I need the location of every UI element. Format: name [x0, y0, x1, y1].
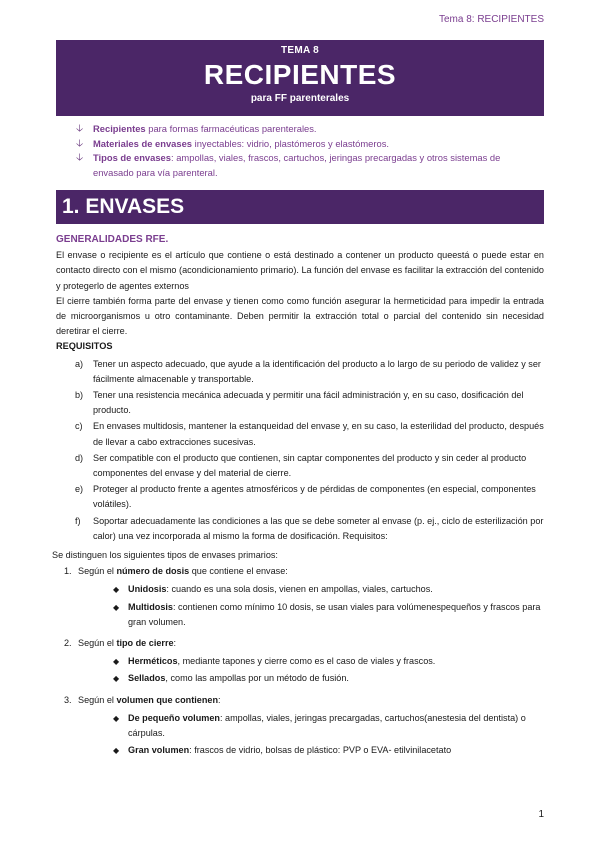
down-arrow-bullet-icon: 🡣 [76, 152, 84, 163]
list-item [56, 419, 544, 449]
requisitos-heading: REQUISITOS [56, 341, 113, 352]
item-keyword: Herméticos [128, 656, 178, 667]
down-arrow-bullet-icon: 🡣 [76, 123, 84, 134]
topic-text: para formas farmacéuticas parenterales. [145, 123, 317, 134]
topic-text: inyectables: vidrio, plastómeros y elastómeros. [192, 137, 389, 149]
list-item [56, 514, 544, 544]
sub-list [78, 654, 544, 686]
list-text: En envases multidosis, mantener la estanqueidad del envase y, en su caso, la esterilidad del producto, después de llevar a cabo extracciones sucesivas. [93, 421, 544, 447]
topic-item [76, 137, 536, 152]
group-keyword: número de dosis [116, 566, 190, 577]
list-marker: 1. [64, 566, 72, 577]
diamond-bullet-icon: ◆ [113, 602, 120, 612]
topic-text: : ampollas, viales, frascos, cartuchos, jeringas precargadas y otros sistemas de envasado para vía parenteral. [93, 152, 501, 178]
topic-item [76, 151, 536, 180]
topic-keyword: Materiales de envases [93, 137, 193, 149]
running-header: Tema 8: RECIPIENTES [438, 14, 544, 25]
subsection-heading: GENERALIDADES RFE. [56, 234, 169, 245]
list-text: Proteger al producto frente a agentes atmosféricos y de pérdidas de componentes (en especial, componentes volátiles). [93, 484, 536, 510]
item-keyword: Multidosis [128, 601, 173, 612]
page-subtitle: para FF parenterales [250, 93, 350, 104]
item-keyword: De pequeño volumen [128, 712, 220, 723]
item-keyword: Gran volumen [128, 745, 190, 756]
list-item [56, 388, 544, 418]
list-marker: a) [75, 358, 84, 369]
list-item [56, 451, 544, 481]
item-text: : frascos de vidrio, bolsas de plástico: PVP o EVA- etilvinilacetato [189, 745, 452, 756]
diamond-bullet-icon: ◆ [113, 713, 120, 723]
sub-list-item [78, 743, 544, 758]
sub-list-item [78, 582, 544, 597]
sub-list-item [78, 654, 544, 669]
title-banner [56, 40, 544, 116]
list-marker: e) [75, 484, 84, 495]
diamond-bullet-icon: ◆ [113, 674, 120, 684]
group-text: : [218, 694, 221, 705]
list-text: Ser compatible con el producto que contienen, sin captar componentes del producto y sin ceder al producto componentes del envase y del material de cierre. [93, 452, 527, 479]
item-keyword: Sellados [128, 673, 166, 684]
list-text: Tener un aspecto adecuado, que ayude a la identificación del producto a lo largo de su periodo de validez y ser fácilmente almacenable y transportable. [93, 358, 541, 384]
list-marker: b) [75, 390, 84, 401]
tipo-group [56, 636, 544, 687]
paragraph: El envase o recipiente es el artículo que contiene o está destinado a contener un producto queestá o puede estar en contacto directo con el mismo (acondicionamiento primario). La función del envase es facilitar la extracción del contenido y protegerlo de agentes externos [56, 250, 544, 291]
down-arrow-bullet-icon: 🡣 [76, 137, 84, 149]
diamond-bullet-icon: ◆ [113, 585, 120, 595]
item-text: , mediante tapones y cierre como es el caso de viales y frascos. [177, 656, 436, 667]
diamond-bullet-icon: ◆ [113, 657, 120, 667]
group-keyword: volumen que contienen [116, 694, 218, 705]
sub-list [78, 582, 544, 630]
list-item [56, 357, 544, 387]
sub-list-item [78, 600, 544, 630]
page-number: 1 [538, 809, 544, 820]
requisitos-list [56, 357, 544, 544]
tipo-group [56, 693, 544, 759]
list-item [56, 482, 544, 512]
list-marker: 3. [64, 694, 72, 705]
section-header [56, 190, 544, 224]
list-marker: c) [75, 421, 83, 432]
item-text: : cuando es una sola dosis, vienen en ampollas, viales, cartuchos. [166, 584, 433, 595]
tipos-list [56, 564, 544, 758]
group-text: Según el [78, 638, 117, 649]
diamond-bullet-icon: ◆ [113, 746, 120, 756]
topic-list [76, 122, 536, 180]
topic-item [76, 122, 536, 137]
group-text: Según el [78, 694, 117, 705]
tema-label: TEMA 8 [280, 45, 320, 56]
tipo-group [56, 564, 544, 630]
item-text: : ampollas, viales, jeringas precargadas, cartuchos(anestesia del dentista) o cárpulas. [128, 712, 526, 739]
main-content [52, 232, 544, 765]
item-keyword: Unidosis [128, 584, 167, 595]
group-text: Según el [78, 566, 117, 577]
list-marker: f) [75, 515, 81, 526]
group-text: : [173, 638, 177, 649]
paragraph: El cierre también forma parte del envase y tienen como como función asegurar la hermeticidad para impedir la entrada de microorganismos u otro contaminante. Deben permitir la extracción total o parcial del contenido sin necesidad deretirar el cierre. [56, 295, 544, 337]
list-text: Soportar adecuadamente las condiciones a las que se debe someter al envase (p. ej., ciclo de esterilización por calor) una vez incorporada al mismo la forma de dosificación. Requisitos: [93, 515, 544, 541]
section-title: 1. ENVASES [62, 195, 185, 218]
page-title: RECIPIENTES [203, 59, 397, 90]
item-text: : contienen como mínimo 10 dosis, se usan viales para volúmenespequeños y frascos para gran volumen. [128, 601, 541, 627]
sub-list-item [78, 671, 544, 686]
topic-keyword: Tipos de envases [93, 152, 171, 163]
item-text: , como las ampollas por un método de fusión. [165, 673, 349, 684]
sub-list [78, 711, 544, 759]
group-text: que contiene el envase: [189, 566, 288, 577]
list-text: Tener una resistencia mecánica adecuada y permitir una fácil administración y, en su caso, dosificación del producto. [93, 390, 524, 416]
tipos-intro: Se distinguen los siguientes tipos de envases primarios: [52, 550, 278, 561]
group-keyword: tipo de cierre [116, 638, 174, 649]
sub-list-item [78, 711, 544, 741]
list-marker: 2. [64, 638, 72, 649]
topic-keyword: Recipientes [93, 123, 146, 134]
list-marker: d) [75, 452, 84, 463]
